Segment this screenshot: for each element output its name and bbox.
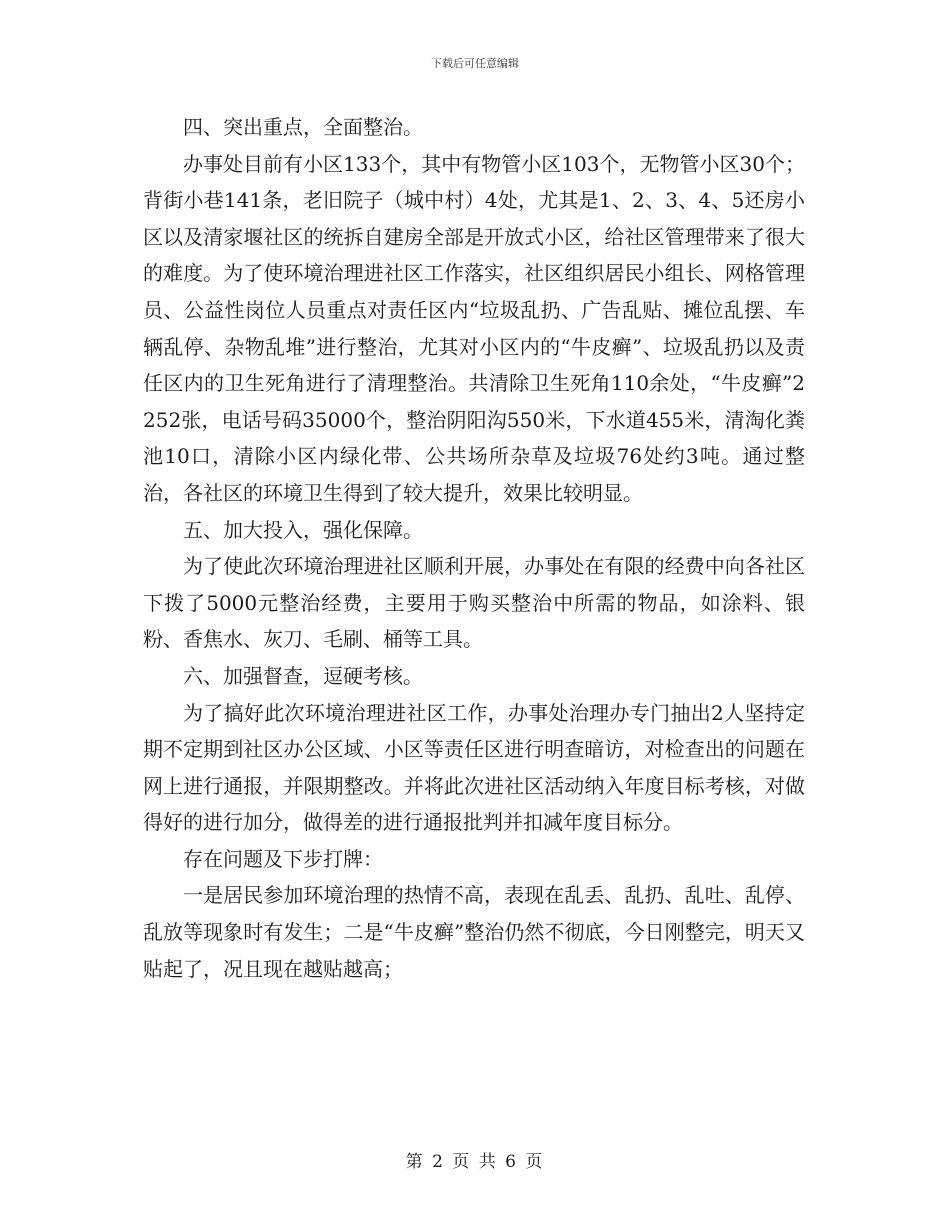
page-number: 第 2 页 共 6 页 xyxy=(405,1152,545,1172)
section-heading-6: 六、加强督查，逗硬考核。 xyxy=(183,663,423,688)
section-paragraph-issues: 一是居民参加环境治理的热情不高，表现在乱丢、乱扔、乱吐、乱停、乱放等现象时有发生；二是“牛皮癣”整治仍然不彻底，今日刚整完，明天又贴起了，况且现在越贴越高； xyxy=(143,883,805,981)
section-heading-issues: 存在问题及下步打牌： xyxy=(183,846,383,871)
section-paragraph-5: 为了使此次环境治理进社区顺利开展，办事处在有限的经费中向各社区下拨了5000元整治经费，主要用于购买整治中所需的物品，如涂料、银粉、香焦水、灰刀、毛刷、桶等工具。 xyxy=(143,554,805,652)
section-paragraph-4: 办事处目前有小区133个，其中有物管小区103个，无物管小区30个；背街小巷141条，老旧院子（城中村）4处，尤其是1、2、3、4、5还房小区以及清家堰社区的统拆自建房全部是开放式小区，给社区管理带来了很大的难度。为了使环境治理进社区工作落实，社区组织居民小组长、网格管理员、公益性岗位人员重点对责任区内“垃圾乱扔、广告乱贴、摊位乱摆、车辆乱停、杂物乱堆”进行整治，尤其对小区内的“牛皮癣”、垃圾乱扔以及责任区内的卫生死角进行了清理整治。共清除卫生死角110余处，“牛皮癣”2252张，电话号码35000个，整治阴阳沟550米，下水道455米，清淘化粪池10口，清除小区内绿化带、公共场所杂草及垃圾76处约3吨。通过整治，各社区的环境卫生得到了较大提升，效果比较明显。 xyxy=(143,151,805,505)
section-heading-4: 四、突出重点，全面整治。 xyxy=(183,115,423,139)
section-heading-5: 五、加大投入，强化保障。 xyxy=(183,517,423,542)
page-header-note: 下载后可任意编辑 xyxy=(431,57,519,70)
section-paragraph-6: 为了搞好此次环境治理进社区工作，办事处治理办专门抽出2人坚持定期不定期到社区办公区域、小区等责任区进行明查暗访，对检查出的问题在网上进行通报，并限期整改。并将此次进社区活动纳入年度目标考核，对做得好的进行加分，做得差的进行通报批判并扣减年度目标分。 xyxy=(143,700,805,835)
document-body xyxy=(143,109,805,987)
